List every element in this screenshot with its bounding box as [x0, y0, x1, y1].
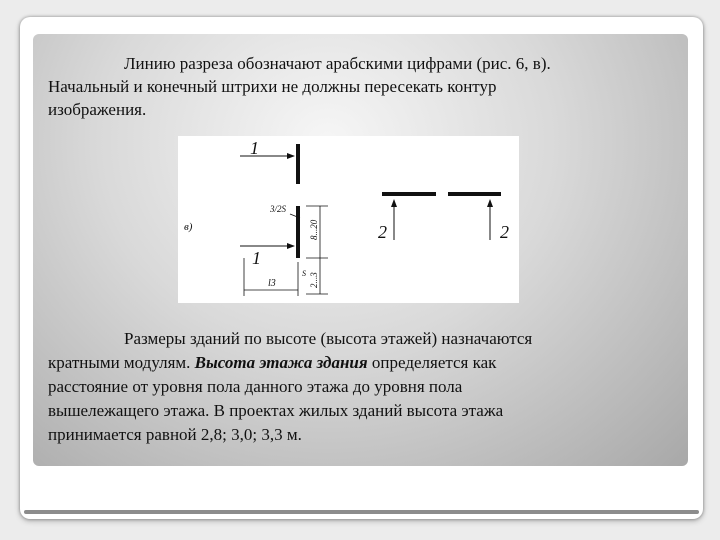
dim-s-label: S [302, 269, 306, 278]
section-line-figure [178, 136, 519, 303]
paragraph2-line2-post: определяется как [371, 353, 497, 372]
paragraph1-line2: Начальный и конечный штрихи не должны пересекать контур [48, 77, 497, 96]
paragraph1-line1: Линию разреза обозначают арабскими цифрами (рис. 6, в). [124, 54, 551, 73]
figure-label-v: в) [184, 221, 193, 233]
cut-number-1-bottom: 1 [252, 248, 261, 268]
paragraph2-line3: расстояние от уровня пола данного этажа до уровня пола [48, 377, 463, 396]
dim-2-3-label: 2...3 [309, 272, 319, 288]
cut-number-2-b: 2 [500, 222, 509, 242]
dim-8-20-label: 8...20 [309, 219, 319, 240]
slide-bottom-bar [24, 510, 699, 514]
paragraph-floor-height [48, 327, 658, 447]
paragraph2-line4: вышележащего этажа. В проектах жилых зданий высота этажа [48, 401, 504, 420]
dim-l3-label: l3 [268, 278, 276, 289]
paragraph2-emphasis: Высота этажа здания [194, 353, 368, 372]
paragraph2-line2-pre: кратными модулям. [48, 353, 191, 372]
cut-number-1-top: 1 [250, 138, 259, 158]
paragraph1-line3: изображения. [48, 100, 147, 119]
cut-number-2-a: 2 [378, 222, 387, 242]
dim-angle-label: 3/2S [270, 204, 287, 214]
paragraph2-line1: Размеры зданий по высоте (высота этажей) назначаются [124, 329, 533, 348]
paragraph2-line5: принимается равной 2,8; 3,0; 3,3 м. [48, 425, 302, 444]
paragraph-section-line [48, 52, 678, 121]
